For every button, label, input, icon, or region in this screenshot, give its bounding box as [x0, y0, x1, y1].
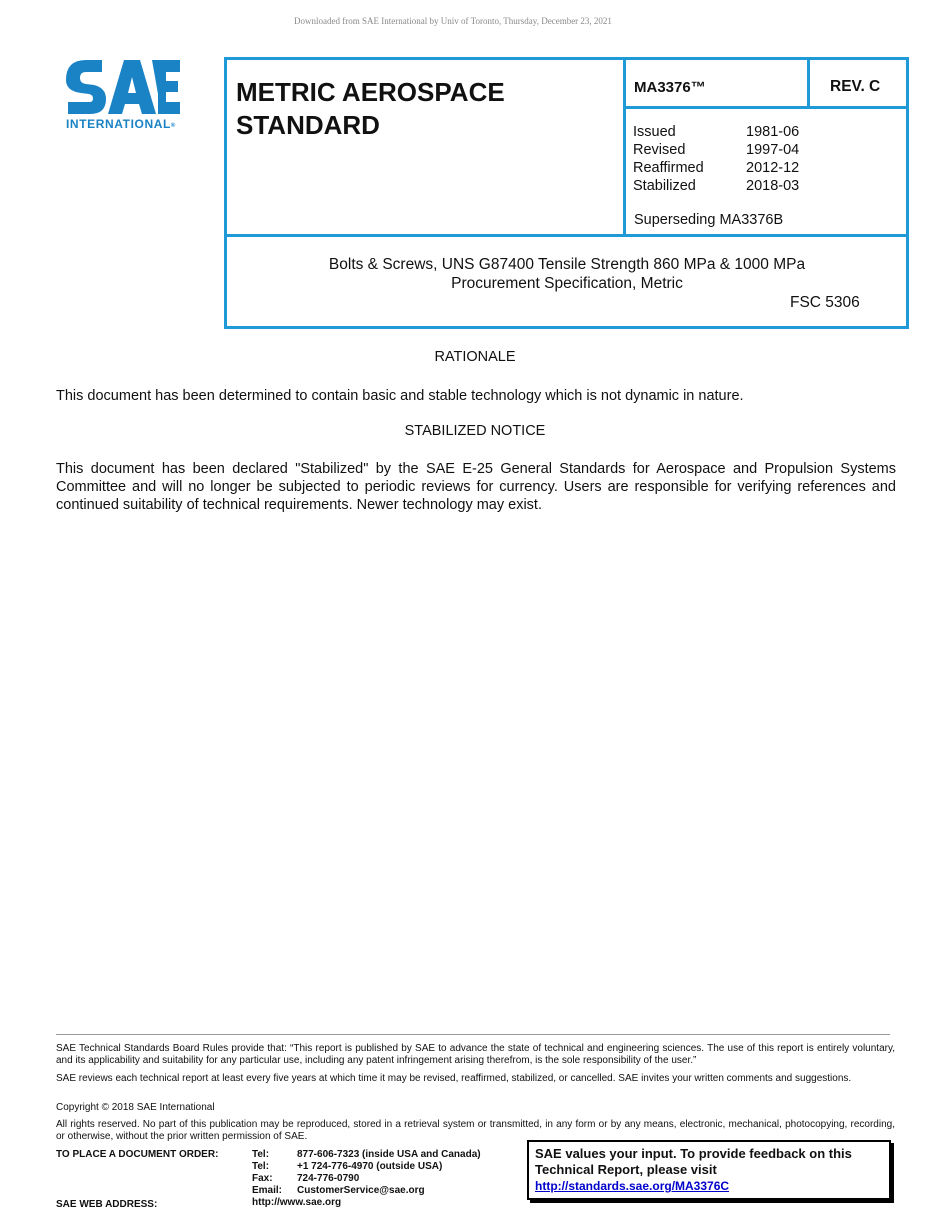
date-row-reaffirmed: [633, 159, 799, 177]
order-label: TO PLACE A DOCUMENT ORDER:: [56, 1149, 219, 1160]
copyright-text: Copyright © 2018 SAE International: [56, 1102, 215, 1113]
contact-key: Tel:: [252, 1149, 270, 1160]
contact-row[interactable]: [252, 1185, 481, 1197]
header-divider-vertical: [623, 57, 626, 237]
feedback-box: [527, 1140, 891, 1200]
web-address-label: SAE WEB ADDRESS:: [56, 1199, 158, 1210]
web-address-row[interactable]: [252, 1197, 481, 1209]
subject-line-1: Bolts & Screws, UNS G87400 Tensile Strength 860 MPa & 1000 MPa: [328, 256, 806, 273]
fsc-code: FSC 5306: [790, 294, 860, 311]
date-label: Revised: [633, 142, 686, 158]
contact-value: 877-606-7323 (inside USA and Canada): [297, 1149, 481, 1160]
document-number: MA3376™: [634, 79, 706, 96]
stabilized-notice-text: This document has been declared "Stabilized" by the SAE E-25 General Standards for Aerospace and Propulsion Systems Committee and will no longer be subjected to periodic reviews for currency. Users are responsible for verifying references and continued suitability of technical requirements. Newer technology may exist.: [56, 461, 896, 513]
rationale-text: This document has been determined to contain basic and stable technology which is not dynamic in nature.: [56, 388, 744, 404]
date-value: 1997-04: [746, 142, 800, 158]
rights-text: All rights reserved. No part of this publication may be reproduced, stored in a retrieval system or transmitted, in any form or by any means, electronic, mechanical, photocopying, recording, or otherwise, without the prior written permission of SAE.: [56, 1119, 895, 1142]
stabilized-notice-heading: STABILIZED NOTICE: [404, 423, 546, 439]
download-note: Downloaded from SAE International by Univ of Toronto, Thursday, December 23, 2021: [294, 16, 612, 26]
revision-divider: [807, 57, 810, 109]
contact-row: [252, 1161, 481, 1173]
contact-value: +1 724-776-4970 (outside USA): [297, 1161, 443, 1172]
contact-row: [252, 1173, 481, 1185]
feedback-line-1: SAE values your input. To provide feedback on this: [535, 1146, 852, 1161]
logo-wordmark-text: INTERNATIONAL: [66, 117, 171, 131]
date-row-revised: [633, 141, 799, 159]
sae-logo-letters: [66, 60, 180, 114]
superseding-note: Superseding MA3376B: [634, 212, 784, 228]
subject-line-2: Procurement Specification, Metric: [451, 275, 683, 292]
date-label: Issued: [633, 124, 676, 140]
board-rules-text: SAE Technical Standards Board Rules provide that: “This report is published by SAE to advance the state of technical and engineering sciences. The use of this report is entirely voluntary, and its applicability and suitability for any particular use, including any patent infringement arising therefrom, is the sole responsibility of the user.”: [56, 1043, 895, 1066]
logo-wordmark: [66, 117, 176, 131]
date-row-stabilized: [633, 177, 799, 195]
date-label: Reaffirmed: [633, 160, 704, 176]
date-value: 1981-06: [746, 124, 800, 140]
registered-mark: ®: [170, 123, 176, 129]
revision-label: REV. C: [830, 78, 881, 95]
feedback-link[interactable]: http://standards.sae.org/MA3376C: [535, 1179, 730, 1193]
title-line-1: METRIC AEROSPACE: [236, 77, 505, 107]
footer-rule: [56, 1034, 890, 1035]
contact-info: [252, 1149, 481, 1209]
rationale-heading: RATIONALE: [434, 349, 516, 365]
contact-value: 724-776-0790: [297, 1173, 360, 1184]
subject-divider: [224, 234, 909, 237]
feedback-line-2: Technical Report, please visit: [535, 1162, 717, 1177]
date-history: [633, 123, 799, 195]
date-value: 2018-03: [746, 178, 800, 194]
date-row-issued: [633, 123, 799, 141]
contact-row: [252, 1149, 481, 1161]
contact-key: Email:: [252, 1185, 283, 1196]
document-subject: [227, 255, 907, 293]
title-line-2: STANDARD: [236, 110, 380, 140]
web-address-link[interactable]: http://www.sae.org: [252, 1197, 342, 1208]
date-label: Stabilized: [633, 178, 696, 194]
document-title: [236, 76, 505, 142]
contact-key: Fax:: [252, 1173, 273, 1184]
docnum-divider: [623, 106, 909, 109]
date-value: 2012-12: [746, 160, 800, 176]
contact-key: Tel:: [252, 1161, 270, 1172]
email-link[interactable]: CustomerService@sae.org: [297, 1185, 425, 1196]
review-text: SAE reviews each technical report at least every five years at which time it may be revised, reaffirmed, stabilized, or cancelled. SAE invites your written comments and suggestions.: [56, 1073, 852, 1084]
